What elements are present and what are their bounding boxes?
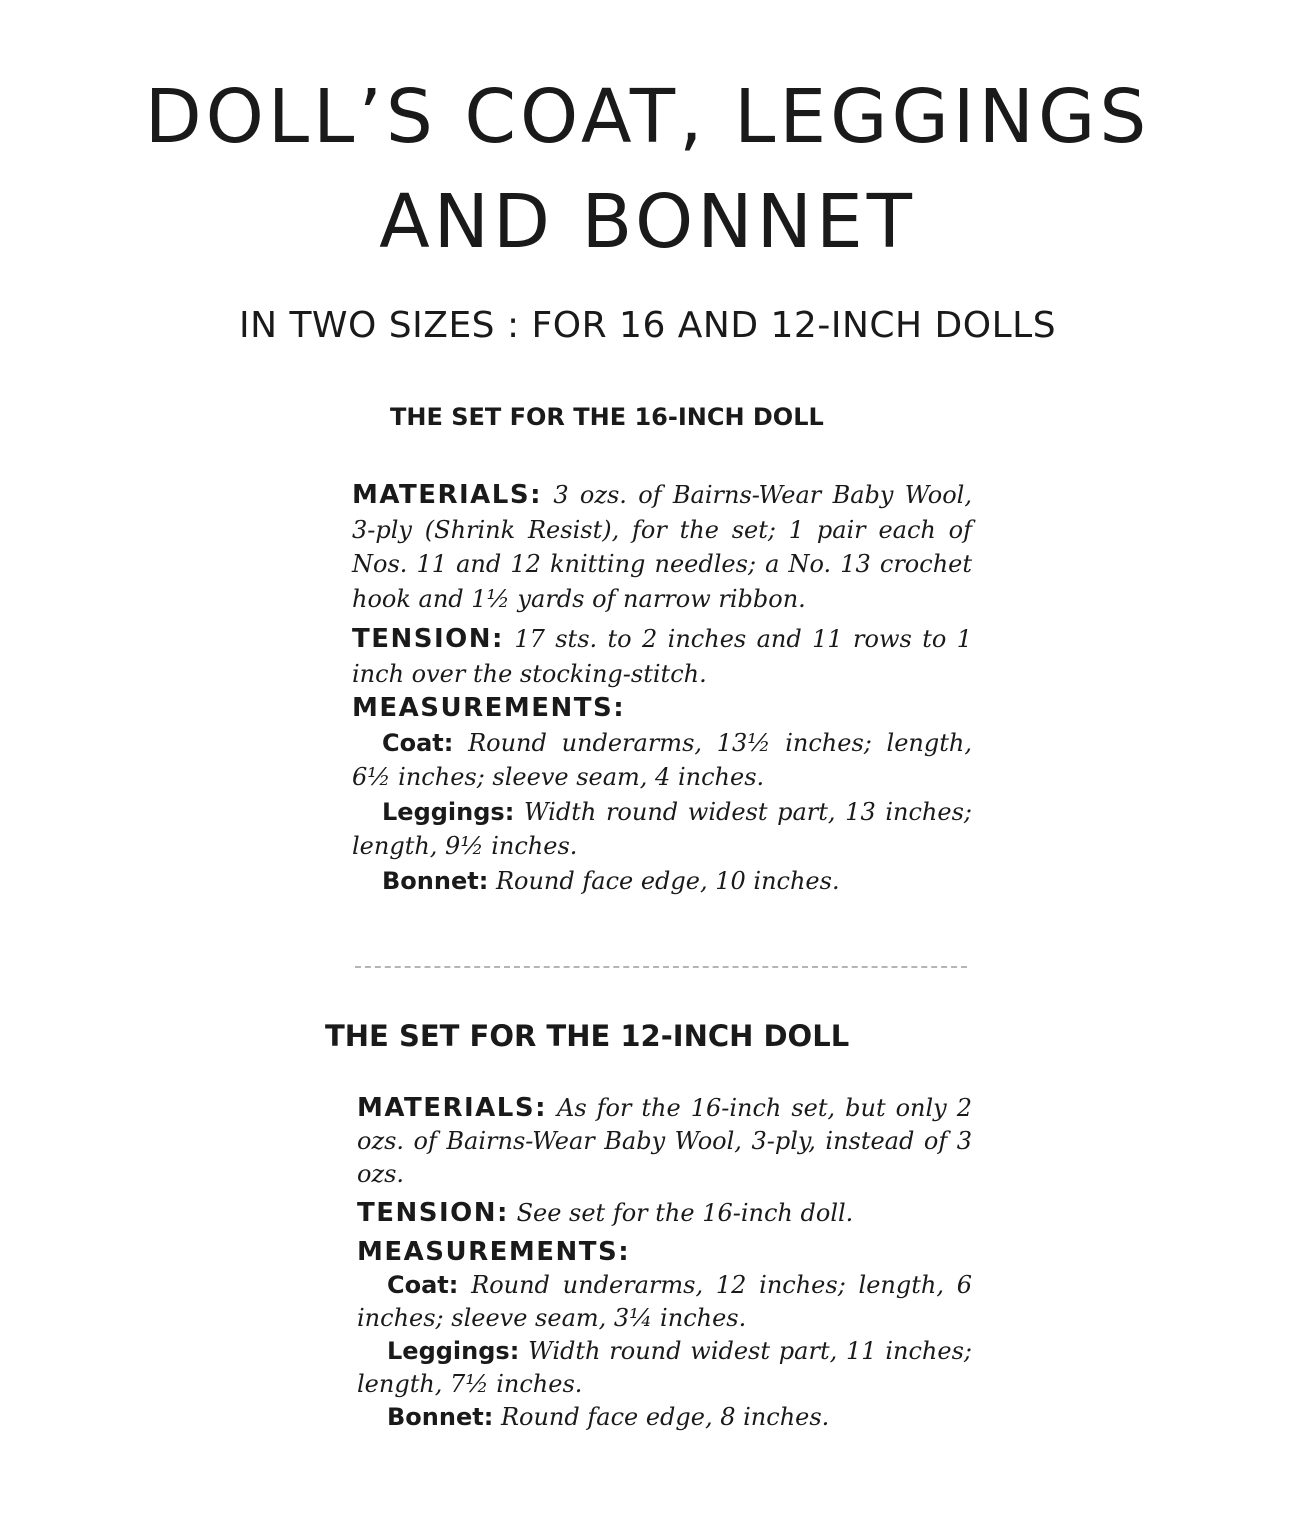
set-12-details (357, 1092, 972, 1434)
materials-label: MATERIALS: (357, 1093, 547, 1123)
set-16-details (352, 478, 972, 898)
materials-text: As for the 16-inch set, but only 2 ozs. of Bairns-Wear Baby Wool, 3-ply, instead of 3 ozs. (357, 1094, 972, 1188)
leggings-text: Width round widest part, 11 inches; length, 7½ inches. (357, 1337, 972, 1398)
leggings-label: Leggings: (382, 797, 515, 826)
materials-label: MATERIALS: (352, 480, 542, 510)
coat-label: Coat: (382, 728, 454, 757)
measurements-label: MEASUREMENTS: (352, 693, 626, 723)
page-title-line-2: AND BONNET (379, 179, 916, 265)
set-16-heading: THE SET FOR THE 16-INCH DOLL (390, 403, 824, 431)
leggings-label: Leggings: (387, 1337, 520, 1365)
bonnet-label: Bonnet: (382, 866, 489, 895)
leggings-measurement (352, 795, 972, 864)
materials-paragraph (352, 478, 972, 616)
leggings-text: Width round widest part, 13 inches; length, 9½ inches. (352, 797, 972, 860)
measurements-label: MEASUREMENTS: (357, 1237, 631, 1267)
bonnet-measurement (357, 1401, 972, 1434)
measurements-heading (357, 1236, 972, 1269)
leggings-measurement (357, 1335, 972, 1401)
bonnet-text: Round face edge, 10 inches. (495, 866, 840, 895)
coat-label: Coat: (387, 1271, 459, 1299)
coat-measurement (357, 1269, 972, 1335)
coat-text: Round underarms, 12 inches; length, 6 inches; sleeve seam, 3¼ inches. (357, 1271, 972, 1332)
tension-label: TENSION: (357, 1198, 509, 1228)
page-title-line-1: DOLL’S COAT, LEGGINGS (144, 74, 1151, 160)
tension-text: 17 sts. to 2 inches and 11 rows to 1 inch over the stocking-stitch. (352, 625, 972, 688)
section-divider (355, 966, 967, 968)
bonnet-label: Bonnet: (387, 1403, 494, 1431)
bonnet-text: Round face edge, 8 inches. (500, 1403, 830, 1431)
bonnet-measurement (352, 864, 972, 899)
tension-paragraph (352, 622, 972, 691)
materials-text: 3 ozs. of Bairns-Wear Baby Wool, 3-ply (Shrink Resist), for the set; 1 pair each of Nos. 11 and 12 knitting needles; a No. 13 crochet hook and 1½ yards of narrow ribbon. (352, 481, 972, 613)
coat-text: Round underarms, 13½ inches; length, 6½ inches; sleeve seam, 4 inches. (352, 728, 972, 791)
tension-paragraph (357, 1197, 972, 1230)
coat-measurement (352, 726, 972, 795)
tension-label: TENSION: (352, 624, 504, 654)
tension-text: See set for the 16-inch doll. (516, 1199, 854, 1227)
materials-paragraph (357, 1092, 972, 1191)
set-12-heading: THE SET FOR THE 12-INCH DOLL (325, 1019, 850, 1053)
subtitle: IN TWO SIZES : FOR 16 AND 12-INCH DOLLS (238, 305, 1057, 346)
measurements-heading (352, 691, 972, 726)
